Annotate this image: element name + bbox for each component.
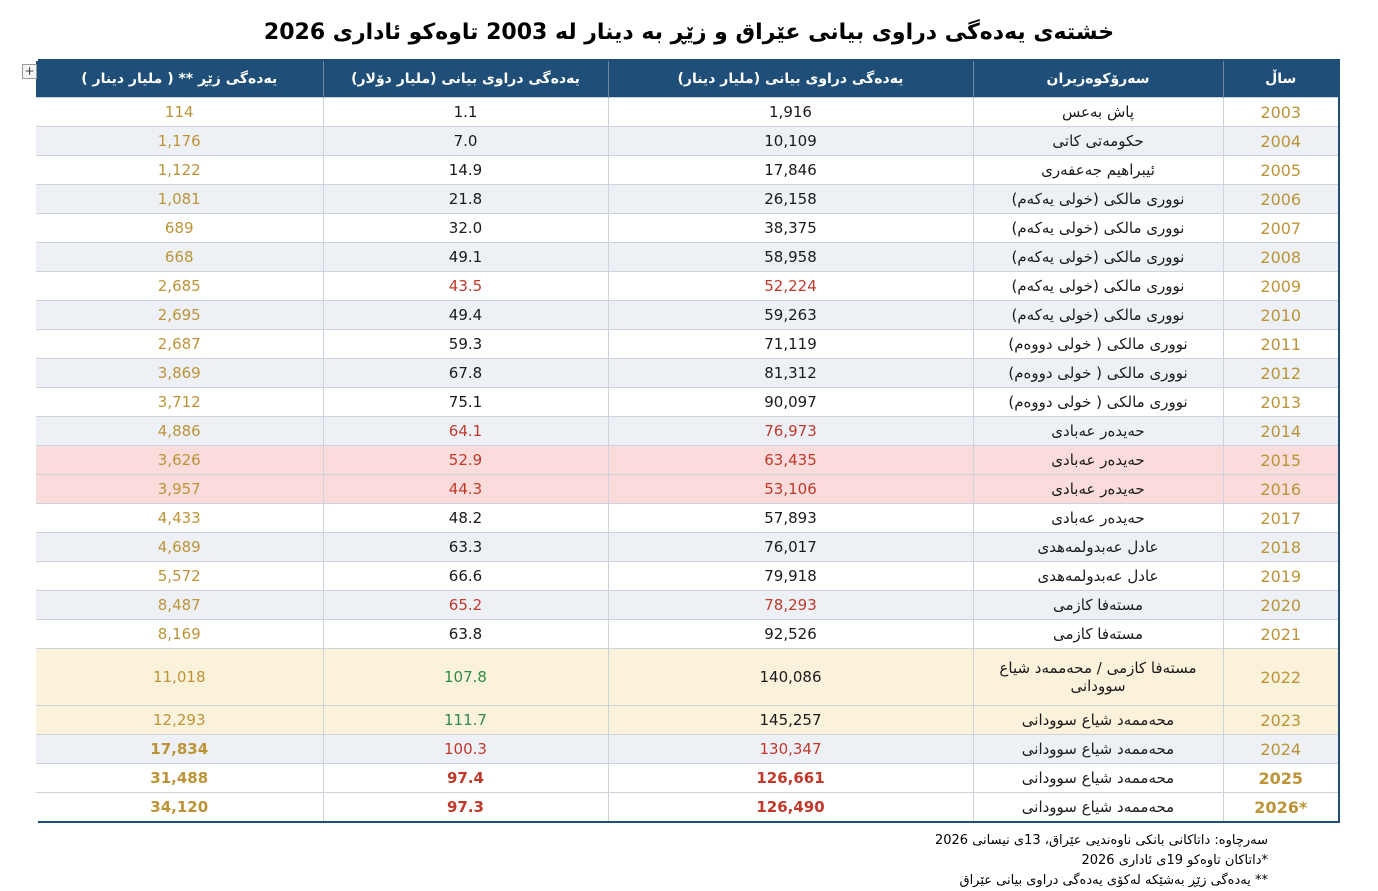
- prime-minister-cell[interactable]: محەممەد شیاع سوودانی: [973, 793, 1223, 822]
- table-row: [36, 591, 1338, 620]
- footnote-gold-note: ** یەدەگی زێڕ بەشێکە لەکۆی یەدەگی دراوی بیانی عێراق: [959, 873, 1268, 888]
- fx-reserve-dinar-cell[interactable]: 57,893: [608, 504, 973, 533]
- reserves-table: [38, 59, 1340, 823]
- fx-reserve-dollar-cell[interactable]: 7.0: [323, 127, 608, 156]
- year-cell[interactable]: 2024: [1223, 735, 1338, 764]
- fx-reserve-dinar-cell[interactable]: 1,916: [608, 98, 973, 127]
- header-fx-reserve-dollar[interactable]: یەدەگی دراوی بیانی (ملیار دۆلار): [323, 61, 608, 98]
- fx-reserve-dinar-cell[interactable]: 38,375: [608, 214, 973, 243]
- fx-reserve-dollar-cell[interactable]: 64.1: [323, 417, 608, 446]
- year-cell[interactable]: 2016: [1223, 475, 1338, 504]
- year-cell[interactable]: 2011: [1223, 330, 1338, 359]
- prime-minister-cell[interactable]: محەممەد شیاع سوودانی: [973, 764, 1223, 793]
- prime-minister-cell[interactable]: حەیدەر عەبادی: [973, 475, 1223, 504]
- outline-expand-button[interactable]: [22, 64, 37, 79]
- fx-reserve-dinar-cell[interactable]: 140,086: [608, 649, 973, 706]
- gold-reserve-cell[interactable]: 3,712: [36, 388, 323, 417]
- fx-reserve-dollar-cell[interactable]: 1.1: [323, 98, 608, 127]
- gold-reserve-cell[interactable]: 12,293: [36, 706, 323, 735]
- fx-reserve-dollar-cell[interactable]: 65.2: [323, 591, 608, 620]
- year-cell[interactable]: 2023: [1223, 706, 1338, 735]
- year-cell[interactable]: 2022: [1223, 649, 1338, 706]
- fx-reserve-dinar-cell[interactable]: 79,918: [608, 562, 973, 591]
- table-row: [36, 620, 1338, 649]
- header-fx-reserve-dinar[interactable]: یەدەگی دراوی بیانی (ملیار دینار): [608, 61, 973, 98]
- year-cell[interactable]: 2012: [1223, 359, 1338, 388]
- gold-reserve-cell[interactable]: 4,433: [36, 504, 323, 533]
- gold-reserve-cell[interactable]: 31,488: [36, 764, 323, 793]
- year-cell[interactable]: 2009: [1223, 272, 1338, 301]
- fx-reserve-dinar-cell[interactable]: 126,490: [608, 793, 973, 822]
- plus-icon: +: [24, 64, 35, 78]
- prime-minister-cell[interactable]: نووری مالکی ( خولی دووەم): [973, 388, 1223, 417]
- fx-reserve-dinar-cell[interactable]: 63,435: [608, 446, 973, 475]
- table-row: [36, 359, 1338, 388]
- prime-minister-cell[interactable]: محەممەد شیاع سوودانی: [973, 706, 1223, 735]
- fx-reserve-dollar-cell[interactable]: 63.8: [323, 620, 608, 649]
- table-row: [36, 446, 1338, 475]
- header-gold-reserve[interactable]: یەدەگی زێڕ ** ( ملیار دینار ): [36, 61, 323, 98]
- table-row: [36, 127, 1338, 156]
- gold-reserve-cell[interactable]: 689: [36, 214, 323, 243]
- table-row: [36, 388, 1338, 417]
- gold-reserve-cell[interactable]: 5,572: [36, 562, 323, 591]
- fx-reserve-dinar-cell[interactable]: 145,257: [608, 706, 973, 735]
- prime-minister-cell[interactable]: مستەفا کازمی: [973, 620, 1223, 649]
- year-cell[interactable]: 2021: [1223, 620, 1338, 649]
- page-title: خشتەی یەدەگی دراوی بیانی عێراق و زێڕ بە دینار لە 2003 تاوەکو ئاداری 2026: [263, 20, 1115, 45]
- year-cell[interactable]: 2010: [1223, 301, 1338, 330]
- table-row: [36, 185, 1338, 214]
- prime-minister-cell[interactable]: نووری مالکی (خولی یەکەم): [973, 214, 1223, 243]
- table-row: [36, 98, 1338, 127]
- gold-reserve-cell[interactable]: 1,176: [36, 127, 323, 156]
- year-cell[interactable]: 2013: [1223, 388, 1338, 417]
- gold-reserve-cell[interactable]: 3,869: [36, 359, 323, 388]
- gold-reserve-cell[interactable]: 11,018: [36, 649, 323, 706]
- table-row: [36, 475, 1338, 504]
- fx-reserve-dollar-cell[interactable]: 100.3: [323, 735, 608, 764]
- prime-minister-cell[interactable]: نووری مالکی (خولی یەکەم): [973, 185, 1223, 214]
- prime-minister-cell[interactable]: مستەفا کازمی / محەممەد شیاع سوودانی: [973, 649, 1223, 706]
- gold-reserve-cell[interactable]: 3,957: [36, 475, 323, 504]
- fx-reserve-dinar-cell[interactable]: 130,347: [608, 735, 973, 764]
- year-cell[interactable]: 2004: [1223, 127, 1338, 156]
- prime-minister-cell[interactable]: عادل عەبدولمەهدی: [973, 533, 1223, 562]
- year-cell[interactable]: 2017: [1223, 504, 1338, 533]
- fx-reserve-dinar-cell[interactable]: 76,973: [608, 417, 973, 446]
- year-cell[interactable]: 2026*: [1223, 793, 1338, 822]
- table-row: [36, 533, 1338, 562]
- table-row: [36, 214, 1338, 243]
- prime-minister-cell[interactable]: ئیبراهیم جەعفەری: [973, 156, 1223, 185]
- gold-reserve-cell[interactable]: 8,169: [36, 620, 323, 649]
- fx-reserve-dollar-cell[interactable]: 63.3: [323, 533, 608, 562]
- year-cell[interactable]: 2003: [1223, 98, 1338, 127]
- header-year[interactable]: ساڵ: [1223, 61, 1338, 98]
- fx-reserve-dinar-cell[interactable]: 10,109: [608, 127, 973, 156]
- fx-reserve-dollar-cell[interactable]: 32.0: [323, 214, 608, 243]
- table-row: [36, 301, 1338, 330]
- footnote-data-until: *داتاکان تاوەکو 19ی ئاداری 2026: [1081, 853, 1268, 868]
- fx-reserve-dinar-cell[interactable]: 58,958: [608, 243, 973, 272]
- table-row: [36, 562, 1338, 591]
- fx-reserve-dinar-cell[interactable]: 90,097: [608, 388, 973, 417]
- prime-minister-cell[interactable]: مستەفا کازمی: [973, 591, 1223, 620]
- prime-minister-cell[interactable]: حەیدەر عەبادی: [973, 446, 1223, 475]
- fx-reserve-dollar-cell[interactable]: 97.3: [323, 793, 608, 822]
- fx-reserve-dollar-cell[interactable]: 107.8: [323, 649, 608, 706]
- gold-reserve-cell[interactable]: 8,487: [36, 591, 323, 620]
- year-cell[interactable]: 2020: [1223, 591, 1338, 620]
- year-cell[interactable]: 2018: [1223, 533, 1338, 562]
- prime-minister-cell[interactable]: حەیدەر عەبادی: [973, 417, 1223, 446]
- gold-reserve-cell[interactable]: 17,834: [36, 735, 323, 764]
- gold-reserve-cell[interactable]: 34,120: [36, 793, 323, 822]
- prime-minister-cell[interactable]: نووری مالکی (خولی یەکەم): [973, 272, 1223, 301]
- year-cell[interactable]: 2005: [1223, 156, 1338, 185]
- year-cell[interactable]: 2025: [1223, 764, 1338, 793]
- fx-reserve-dollar-cell[interactable]: 44.3: [323, 475, 608, 504]
- header-row: [36, 61, 1338, 98]
- footnotes: [0, 831, 1268, 891]
- gold-reserve-cell[interactable]: 4,886: [36, 417, 323, 446]
- table-row: [36, 330, 1338, 359]
- gold-reserve-cell[interactable]: 1,122: [36, 156, 323, 185]
- table-row: [36, 504, 1338, 533]
- footnote-source: سەرچاوە: داتاکانی بانکی ناوەندیی عێراق، 13ی نیسانی 2026: [934, 833, 1268, 848]
- gold-reserve-cell[interactable]: 2,695: [36, 301, 323, 330]
- year-cell[interactable]: 2014: [1223, 417, 1338, 446]
- year-cell[interactable]: 2015: [1223, 446, 1338, 475]
- fx-reserve-dollar-cell[interactable]: 97.4: [323, 764, 608, 793]
- table-row: [36, 272, 1338, 301]
- prime-minister-cell[interactable]: حەیدەر عەبادی: [973, 504, 1223, 533]
- fx-reserve-dinar-cell[interactable]: 17,846: [608, 156, 973, 185]
- gold-reserve-cell[interactable]: 4,689: [36, 533, 323, 562]
- fx-reserve-dinar-cell[interactable]: 78,293: [608, 591, 973, 620]
- fx-reserve-dollar-cell[interactable]: 59.3: [323, 330, 608, 359]
- reserves-table-grid: [36, 61, 1338, 821]
- prime-minister-cell[interactable]: نووری مالکی ( خولی دووەم): [973, 359, 1223, 388]
- table-row: [36, 793, 1338, 822]
- fx-reserve-dinar-cell[interactable]: 81,312: [608, 359, 973, 388]
- fx-reserve-dinar-cell[interactable]: 71,119: [608, 330, 973, 359]
- fx-reserve-dollar-cell[interactable]: 21.8: [323, 185, 608, 214]
- prime-minister-cell[interactable]: نووری مالکی (خولی یەکەم): [973, 301, 1223, 330]
- fx-reserve-dinar-cell[interactable]: 76,017: [608, 533, 973, 562]
- year-cell[interactable]: 2019: [1223, 562, 1338, 591]
- gold-reserve-cell[interactable]: 2,687: [36, 330, 323, 359]
- fx-reserve-dollar-cell[interactable]: 111.7: [323, 706, 608, 735]
- year-cell[interactable]: 2006: [1223, 185, 1338, 214]
- gold-reserve-cell[interactable]: 2,685: [36, 272, 323, 301]
- fx-reserve-dollar-cell[interactable]: 49.1: [323, 243, 608, 272]
- fx-reserve-dollar-cell[interactable]: 49.4: [323, 301, 608, 330]
- fx-reserve-dinar-cell[interactable]: 92,526: [608, 620, 973, 649]
- year-cell[interactable]: 2007: [1223, 214, 1338, 243]
- fx-reserve-dinar-cell[interactable]: 53,106: [608, 475, 973, 504]
- fx-reserve-dinar-cell[interactable]: 26,158: [608, 185, 973, 214]
- gold-reserve-cell[interactable]: 1,081: [36, 185, 323, 214]
- prime-minister-cell[interactable]: پاش بەعس: [973, 98, 1223, 127]
- table-row: [36, 735, 1338, 764]
- prime-minister-cell[interactable]: نووری مالکی (خولی یەکەم): [973, 243, 1223, 272]
- gold-reserve-cell[interactable]: 668: [36, 243, 323, 272]
- prime-minister-cell[interactable]: حکومەتی کاتی: [973, 127, 1223, 156]
- prime-minister-cell[interactable]: محەممەد شیاع سوودانی: [973, 735, 1223, 764]
- fx-reserve-dinar-cell[interactable]: 59,263: [608, 301, 973, 330]
- fx-reserve-dollar-cell[interactable]: 14.9: [323, 156, 608, 185]
- fx-reserve-dollar-cell[interactable]: 43.5: [323, 272, 608, 301]
- fx-reserve-dinar-cell[interactable]: 52,224: [608, 272, 973, 301]
- reserves-table-body: [36, 98, 1338, 822]
- year-cell[interactable]: 2008: [1223, 243, 1338, 272]
- prime-minister-cell[interactable]: عادل عەبدولمەهدی: [973, 562, 1223, 591]
- fx-reserve-dinar-cell[interactable]: 126,661: [608, 764, 973, 793]
- fx-reserve-dollar-cell[interactable]: 75.1: [323, 388, 608, 417]
- gold-reserve-cell[interactable]: 114: [36, 98, 323, 127]
- table-row: [36, 649, 1338, 706]
- fx-reserve-dollar-cell[interactable]: 48.2: [323, 504, 608, 533]
- table-row: [36, 156, 1338, 185]
- table-row: [36, 706, 1338, 735]
- table-row: [36, 764, 1338, 793]
- fx-reserve-dollar-cell[interactable]: 52.9: [323, 446, 608, 475]
- fx-reserve-dollar-cell[interactable]: 67.8: [323, 359, 608, 388]
- gold-reserve-cell[interactable]: 3,626: [36, 446, 323, 475]
- fx-reserve-dollar-cell[interactable]: 66.6: [323, 562, 608, 591]
- header-prime-minister[interactable]: سەرۆکوەزیران: [973, 61, 1223, 98]
- prime-minister-cell[interactable]: نووری مالکی ( خولی دووەم): [973, 330, 1223, 359]
- table-row: [36, 417, 1338, 446]
- table-row: [36, 243, 1338, 272]
